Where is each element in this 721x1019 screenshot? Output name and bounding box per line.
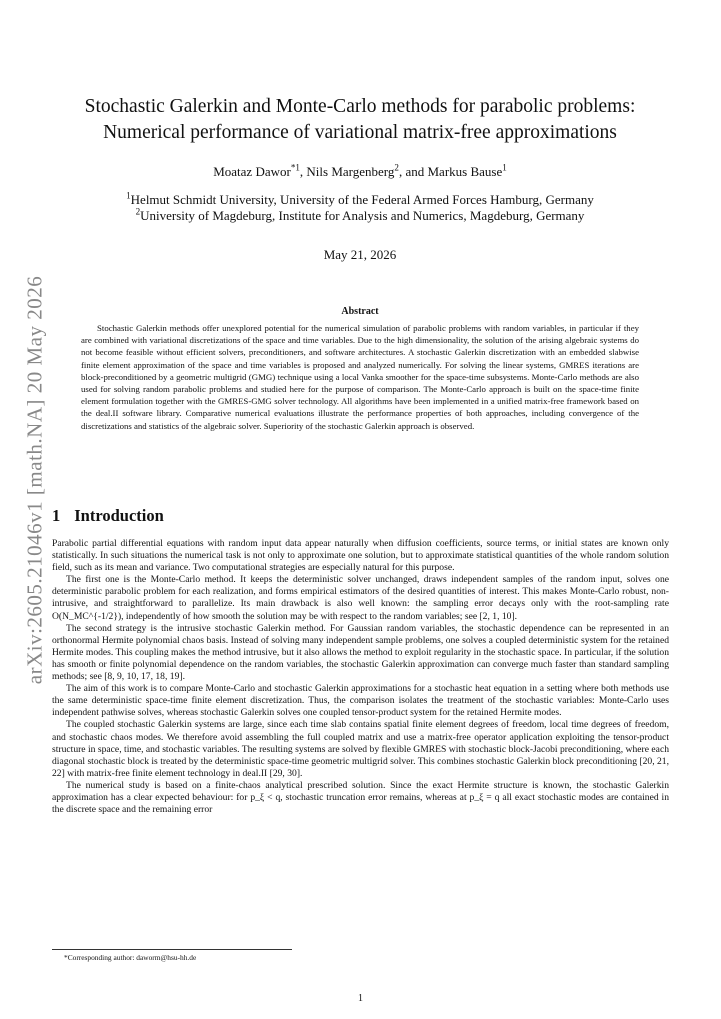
author-1: Moataz Dawor$^{*1}$, — [213, 162, 307, 179]
section-title: Introduction — [74, 506, 164, 525]
arxiv-stamp — [18, 275, 52, 685]
paragraph: The numerical study is based on a finite-chaos analytical prescribed solution. Since the exact Hermite structure is known, the stochastic Galerkin approximation has a clear expected behaviour: for p_ξ < q, stochastic truncation error remains, whereas at p_ξ = q all exact stochastic modes are contained in the discrete space and the remaining error — [52, 779, 669, 816]
author-2: Nils Margenberg$^2$, and — [306, 162, 428, 179]
affiliation-2: $^2$University of Magdeburg, Institute for Analysis and Numerics, Magdeburg, Germany — [135, 206, 585, 223]
abstract-heading: Abstract — [341, 306, 379, 317]
footnote-divider — [52, 949, 292, 950]
section-number: 1 — [52, 506, 61, 525]
affiliations — [70, 192, 650, 224]
author-list — [70, 164, 650, 180]
arxiv-id: arXiv:2605.21046v1 [math.NA] 20 May 2026 — [22, 275, 47, 685]
paragraph: The aim of this work is to compare Monte-Carlo and stochastic Galerkin approximations for a stochastic heat equation in a setting where both methods use the same deterministic space-time finite element discretization. Thus, the comparison isolates the treatment of the stochastic variables: Monte-Carlo uses independent pathwise solves, whereas stochastic Galerkin solves one coupled tensor-product system for the retained Hermite modes. — [52, 683, 669, 719]
paragraph: The second strategy is the intrusive stochastic Galerkin method. For Gaussian random variables, the stochastic dependence can be represented in an orthonormal Hermite polynomial chaos basis. Instead of solving many independent sample problems, one solves a coupled deterministic system for the retained Hermite modes. This coupling makes the method intrusive, but it also allows the method to exploit regularity in the stochastic space. In particular, if the solution has smooth or finite polynomial dependence on the random variables, the stochastic Galerkin approximation can converge much faster than standard sampling methods; see [8, 9, 10, 17, 18, 19]. — [52, 622, 669, 683]
author-3: Markus Bause$^1$ — [427, 162, 507, 179]
title-line-1: Stochastic Galerkin and Monte-Carlo methods for parabolic problems: — [84, 96, 636, 117]
paragraph: The first one is the Monte-Carlo method. It keeps the deterministic solver unchanged, draws independent samples of the random input, solves one deterministic parabolic problem for each realization, and forms empirical estimators of the desired quantities of interest. This makes Monte-Carlo robust, non-intrusive, and straightforward to parallelize. Its main drawback is also well known: the sampling error decays only with the root-sampling rate O(N_MC^{-1/2}), independently of how smooth the solution may be with respect to the random variables; see [2, 1, 10]. — [52, 574, 669, 622]
intro-body — [52, 538, 669, 816]
title-line-2: Numerical performance of variational matrix-free approximations — [103, 122, 617, 143]
affiliation-1: $^1$Helmut Schmidt University, University of the Federal Armed Forces Hamburg, Germany — [126, 190, 594, 207]
section-heading — [52, 506, 164, 526]
paragraph: The coupled stochastic Galerkin systems are large, since each time slab contains spatial finite element degrees of freedom, local time degrees of freedom, and stochastic chaos modes. We therefore avoid assembling the full coupled matrix and use a matrix-free operator application exploiting the tensor-product structure in space, time, and stochastic variables. The resulting systems are solved by flexible GMRES with stochastic block-Jacobi preconditioning, where each diagonal stochastic block is treated by the deterministic space-time geometric multigrid solver. This combines stochastic Galerkin block preconditioning [20, 21, 22] with matrix-free finite element technology in deal.II [29, 30]. — [52, 719, 669, 779]
abstract-text: Stochastic Galerkin methods offer unexplored potential for the numerical simulation of parabolic problems with random variables, in particular if they are combined with variational discretizations of the space and time variables. Due to the high dimensionality, the solution of the arising algebraic systems do not become feasible without efficient solvers, preconditioners, and software architectures. A stochastic Galerkin discretization with an embedded slabwise finite element approximation of the space and time variables is proposed and analyzed numerically. For solving the linear systems, GMRES iterations are block-preconditioned by a geometric multigrid (GMG) technique using a local Vanka smoother for the space-time subsystems. Monte-Carlo methods are also used for solving random parabolic problems and studied here for the purpose of comparison. The Monte-Carlo approach is built on the space-time finite element formulation together with the GMRES-GMG solver technology. All algorithms have been implemented in a unified matrix-free framework based on the deal.II software library. Comparative numerical evaluations illustrate the performance properties of both approaches, including convergence of the discretizations and statistics of the algebraic solver. Superiority of the stochastic Galerkin approach is observed. — [81, 323, 639, 431]
page-number: 1 — [358, 993, 363, 1004]
footnote: *Corresponding author: daworm@hsu-hh.de — [64, 953, 197, 962]
paper-date: May 21, 2026 — [323, 247, 397, 262]
paper-title — [70, 94, 650, 146]
paragraph: Parabolic partial differential equations with random input data appear naturally when diffusion coefficients, source terms, or initial states are known only statistically. In such situations the numerical task is not only to approximate one solution, but to approximate statistical quantities of the whole random solution field, such as its mean and variance. Two computational strategies are especially natural for this purpose. — [52, 538, 669, 574]
